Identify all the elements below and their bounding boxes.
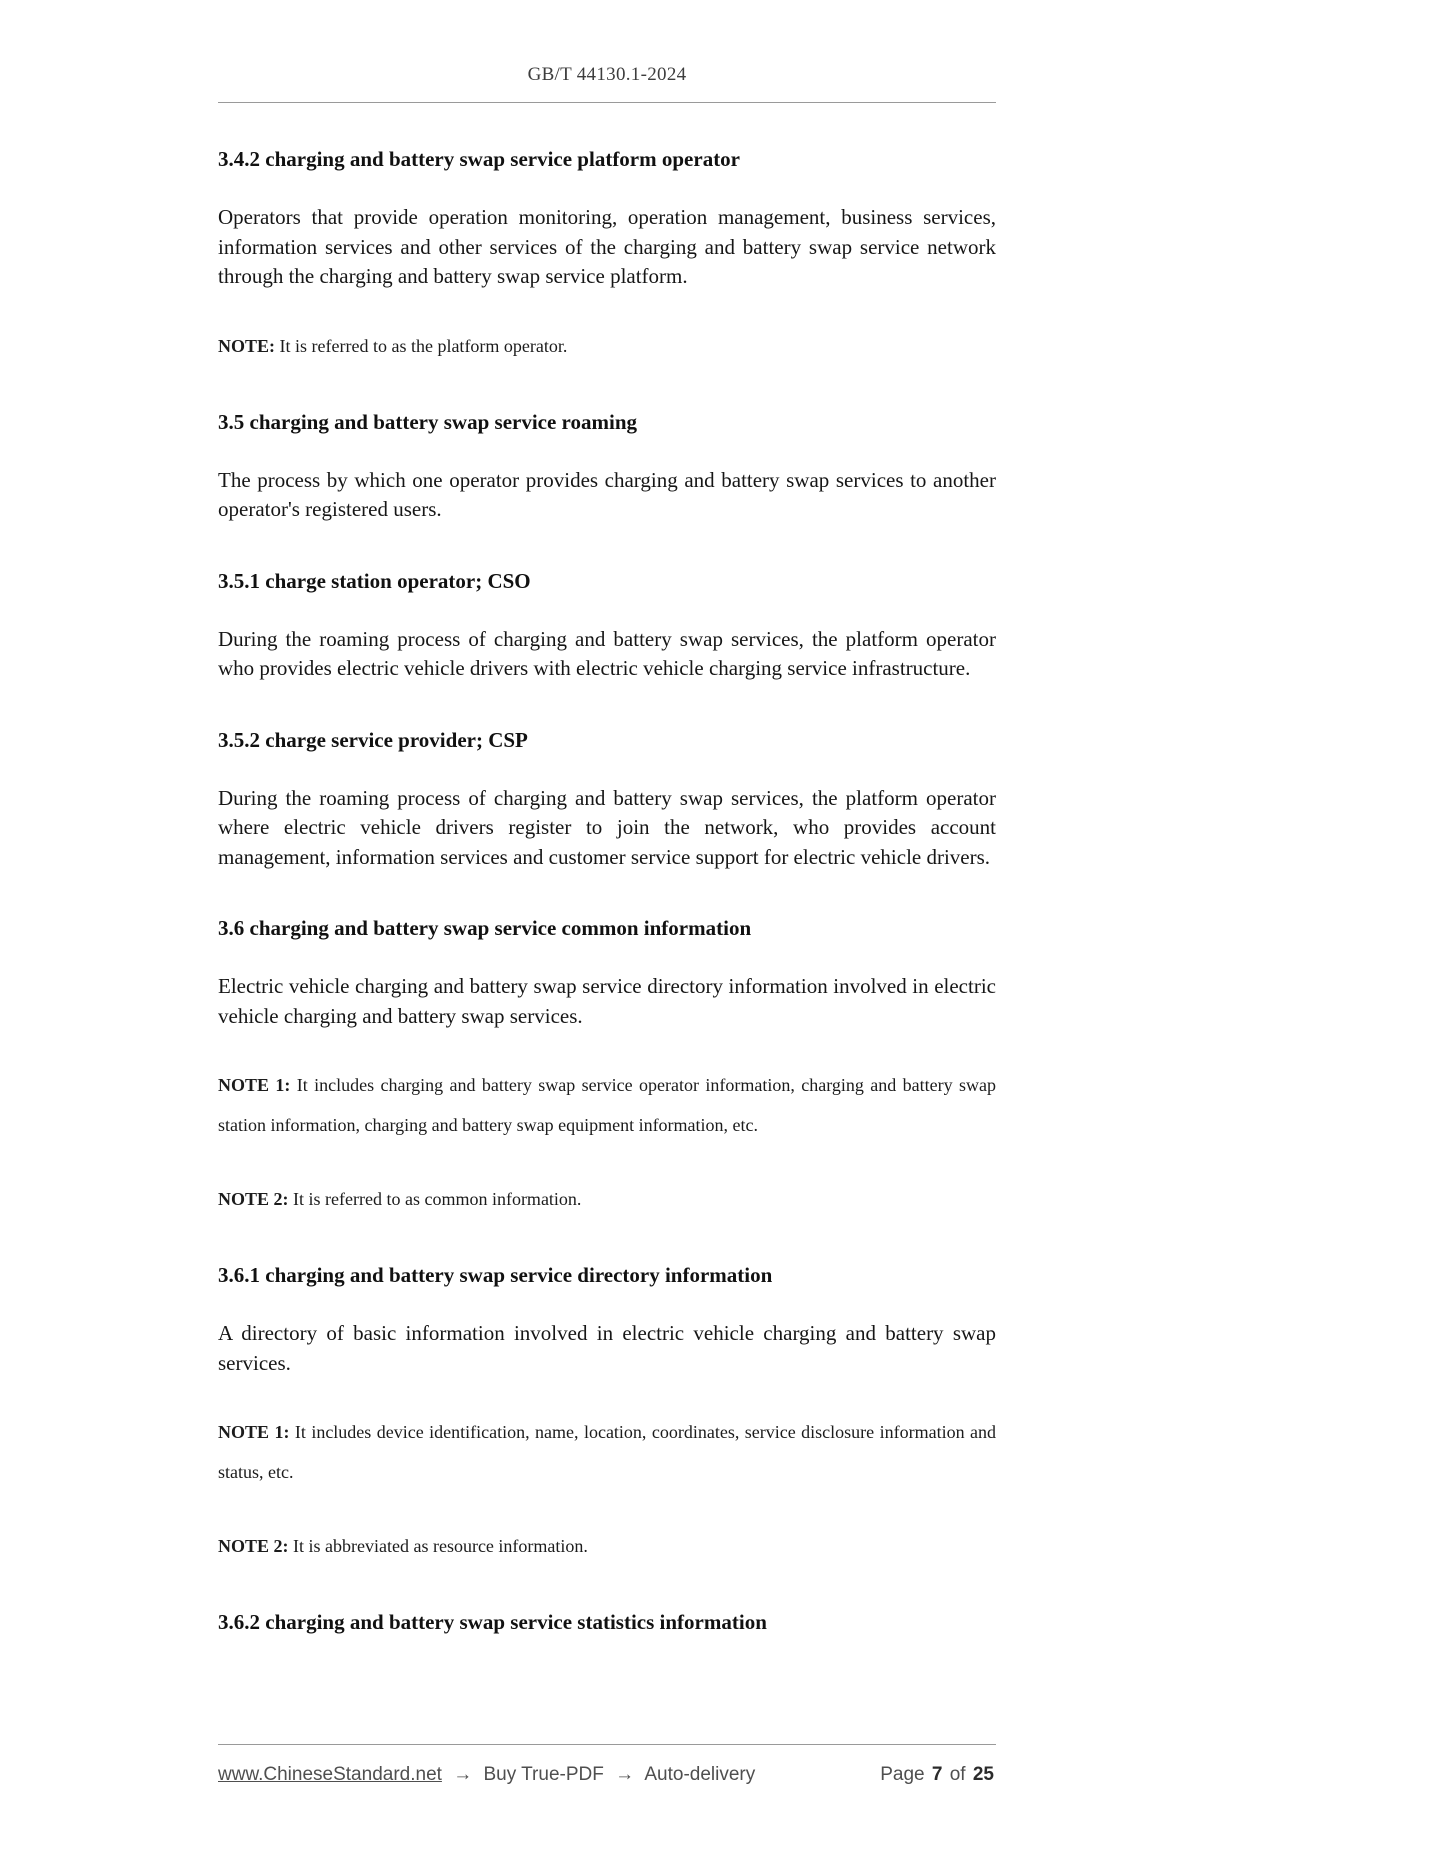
- document-body: [218, 145, 996, 1636]
- paragraph: Electric vehicle charging and battery swap service directory information involved in electric vehicle charging and battery swap services.: [218, 974, 996, 1028]
- section-heading: 3.4.2 charging and battery swap service platform operator: [218, 147, 741, 171]
- note: NOTE 2: It is abbreviated as resource information.: [218, 1536, 588, 1556]
- section-heading: 3.5.2 charge service provider; CSP: [218, 727, 528, 752]
- paragraph: Operators that provide operation monitoring, operation management, business services, information services and other services of the charging and battery swap service network through the charging and battery swap service platform.: [218, 205, 996, 288]
- note: NOTE 2: It is referred to as common information.: [218, 1189, 582, 1209]
- footer-divider: [218, 1744, 996, 1745]
- page-current: 7: [931, 1764, 943, 1785]
- header-divider: [218, 102, 996, 103]
- of-label: of: [949, 1764, 966, 1785]
- content-column: [218, 0, 996, 1666]
- note: NOTE 1: It includes device identification, name, location, coordinates, service disclosure information and status, etc.: [218, 1422, 996, 1482]
- note-label: NOTE 2:: [218, 1189, 289, 1209]
- section-heading: 3.6.2 charging and battery swap service statistics information: [218, 1610, 767, 1634]
- section-heading: 3.5.1 charge station operator; CSO: [218, 568, 531, 593]
- page-footer: [218, 1764, 996, 1786]
- note-label: NOTE 1:: [218, 1422, 290, 1442]
- arrow-right-icon: →: [453, 1764, 473, 1785]
- note-label: NOTE 1:: [218, 1075, 291, 1095]
- footer-action-buy: Buy True-PDF: [483, 1764, 604, 1785]
- note-label: NOTE:: [218, 335, 276, 356]
- footer-link[interactable]: www.ChineseStandard.net: [218, 1764, 442, 1785]
- arrow-right-icon: →: [615, 1764, 635, 1785]
- footer-source-line: [218, 1764, 755, 1786]
- note: NOTE: It is referred to as the platform operator.: [218, 335, 568, 356]
- paragraph: The process by which one operator provides charging and battery swap services to another operator's registered users.: [218, 467, 996, 521]
- paragraph: A directory of basic information involved in electric vehicle charging and battery swap services.: [218, 1321, 996, 1375]
- section-heading: 3.5 charging and battery swap service roaming: [218, 409, 638, 434]
- page-indicator: [880, 1764, 996, 1786]
- note-label: NOTE 2:: [218, 1536, 289, 1556]
- page-header: [218, 0, 996, 86]
- section-heading: 3.6 charging and battery swap service common information: [218, 916, 752, 940]
- section-heading: 3.6.1 charging and battery swap service directory information: [218, 1263, 773, 1287]
- paragraph: During the roaming process of charging and battery swap services, the platform operator who provides electric vehicle drivers with electric vehicle charging service infrastructure.: [218, 626, 996, 680]
- page-label: Page: [880, 1764, 925, 1785]
- footer-action-delivery: Auto-delivery: [644, 1764, 756, 1785]
- page-total: 25: [972, 1764, 994, 1785]
- note: NOTE 1: It includes charging and battery swap service operator information, charging and battery swap station information, charging and battery swap equipment information, etc.: [218, 1075, 996, 1135]
- paragraph: During the roaming process of charging and battery swap services, the platform operator where electric vehicle drivers register to join the network, who provides account management, information services and customer service support for electric vehicle drivers.: [218, 785, 996, 869]
- doc-number: GB/T 44130.1-2024: [527, 64, 687, 85]
